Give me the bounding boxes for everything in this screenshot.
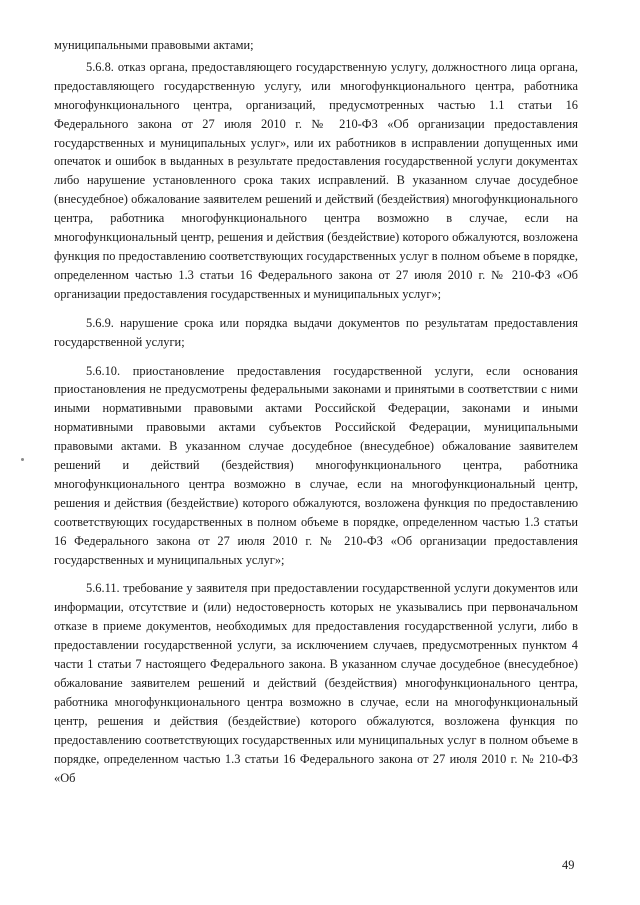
scan-speck xyxy=(21,458,24,461)
page-number: 49 xyxy=(562,858,575,872)
document-body xyxy=(54,36,578,787)
paragraph-5-6-9: 5.6.9. нарушение срока или порядка выдачи документов по результатам предоставления государственной услуги; xyxy=(54,315,578,349)
paragraph-continuation: муниципальными правовыми актами; xyxy=(54,38,254,52)
paragraph-5-6-10: 5.6.10. приостановление предоставления государственной услуги, если основания приостановления не предусмотрены федеральными законами и принятыми в соответствии с ними иными нормативными правовыми актами Российской Федерации, законами и иными нормативными правовыми актами субъектов Российской Федерации, муниципальными правовыми актами. В указанном случае досудебное (внесудебное) обжалование заявителем решений и действий (бездействия) многофункционального центра, работника многофункционального центра возможно в случае, если на многофункциональный центр, решения и действия (бездействие) которого обжалуются, возложена функция по предоставлению соответствующих государственных в полном объеме в порядке, определенном частью 1.3 статьи 16 Федерального закона от 27 июля 2010 г. № 210-ФЗ «Об организации предоставления государственных и муниципальных услуг»; xyxy=(54,363,578,567)
paragraph-5-6-11: 5.6.11. требование у заявителя при предоставлении государственной услуги документов или информации, отсутствие и (или) недостоверность которых не указывались при первоначальном отказе в приеме документов, необходимых для предоставления государственной услуги, либо в предоставлении государственной услуги, за исключением случаев, предусмотренных пунктом 4 части 1 статьи 7 настоящего Федерального закона. В указанном случае досудебное (внесудебное) обжалование заявителем решений и действий (бездействия) многофункционального центра, работника многофункционального центра возможно в случае, если на многофункциональный центр, решения и действия (бездействие) которого обжалуются, возложена функция по предоставлению соответствующих государственных или муниципальных услуг в полном объеме в порядке, определенном частью 1.3 статьи 16 Федерального закона от 27 июля 2010 г. № 210-ФЗ «Об xyxy=(54,581,578,785)
paragraph-5-6-8: 5.6.8. отказ органа, предоставляющего государственную услугу, должностного лица органа, предоставляющего государственную услугу, или многофункционального центра, работника многофункционального центра, организаций, предусмотренных частью 1.1 статьи 16 Федерального закона от 27 июля 2010 г. № 210-ФЗ «Об организации предоставления государственных и муниципальных услуг», или их работников в исправлении допущенных ими опечаток и ошибок в выданных в результате предоставления государственной услуги документах либо нарушение установленного срока таких исправлений. В указанном случае досудебное (внесудебное) обжалование заявителем решений и действий (бездействия) многофункционального центра, работника многофункционального центра возможно в случае, если на многофункциональный центр, решения и действия (бездействие) которого обжалуются, возложена функция по предоставлению соответствующих государственных услуг в полном объеме в порядке, определенном частью 1.3 статьи 16 Федерального закона от 27 июля 2010 г. № 210-ФЗ «Об организации предоставления государственных и муниципальных услуг»; xyxy=(54,59,578,301)
